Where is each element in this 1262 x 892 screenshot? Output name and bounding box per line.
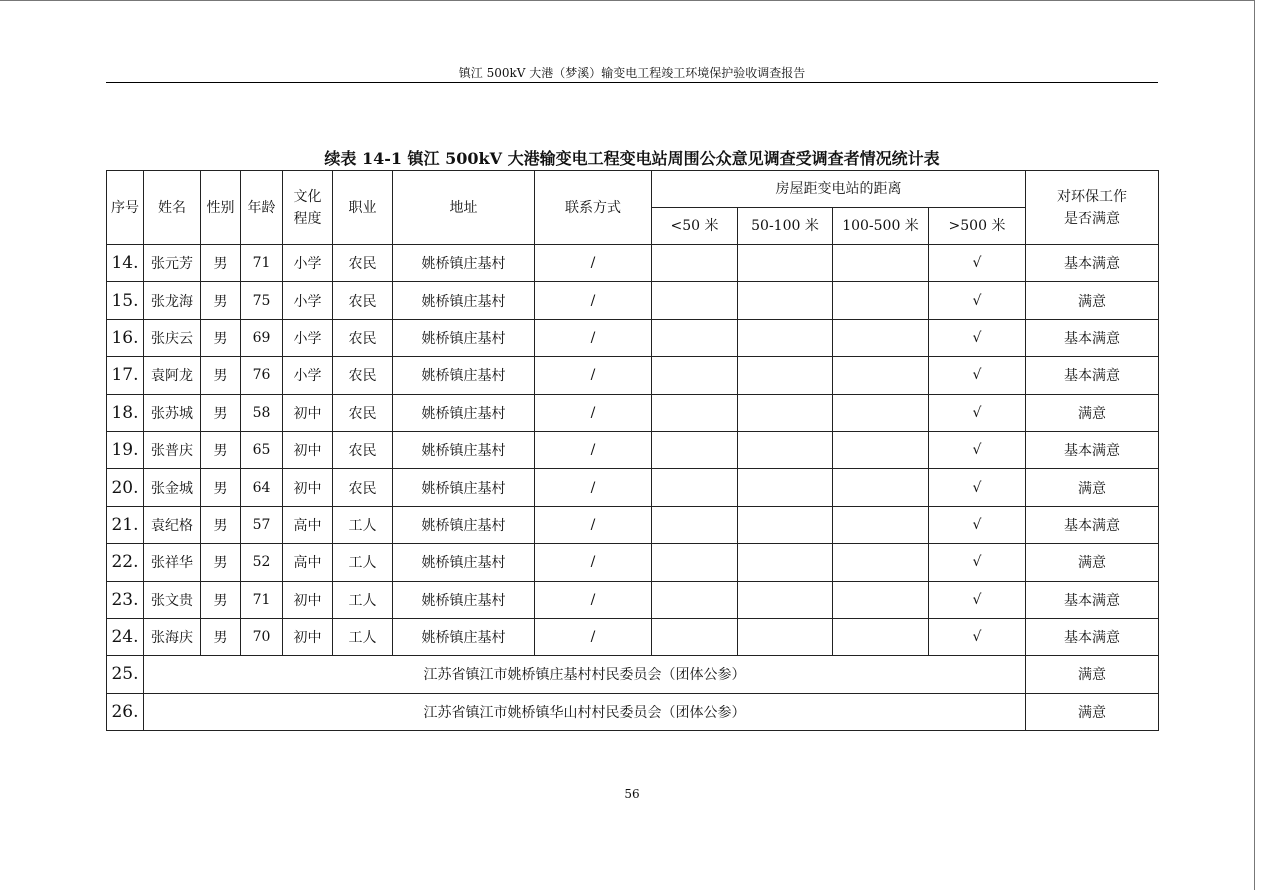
header-dist-50-100: 50-100 米 [738, 208, 833, 245]
cell-name: 袁纪格 [144, 506, 201, 543]
cell-occupation: 农民 [333, 394, 393, 431]
cell-dist-gt500: √ [929, 431, 1026, 468]
header-seq: 序号 [107, 171, 144, 245]
cell-seq: 16. [107, 319, 144, 356]
cell-satisfaction: 基本满意 [1026, 319, 1159, 356]
cell-occupation: 农民 [333, 357, 393, 394]
header-address: 地址 [393, 171, 535, 245]
cell-dist-100-500 [833, 282, 929, 319]
cell-dist-gt500: √ [929, 506, 1026, 543]
cell-group-description: 江苏省镇江市姚桥镇华山村村民委员会（团体公参） [144, 693, 1026, 730]
cell-dist-100-500 [833, 431, 929, 468]
cell-education: 初中 [283, 469, 333, 506]
cell-dist-100-500 [833, 394, 929, 431]
cell-occupation: 农民 [333, 319, 393, 356]
cell-satisfaction: 满意 [1026, 394, 1159, 431]
cell-seq: 18. [107, 394, 144, 431]
header-satisfaction-line1: 对环保工作 [1057, 188, 1127, 205]
cell-gender: 男 [201, 431, 241, 468]
cell-address: 姚桥镇庄基村 [393, 319, 535, 356]
cell-dist-50-100 [738, 245, 833, 282]
cell-gender: 男 [201, 544, 241, 581]
cell-seq: 24. [107, 618, 144, 655]
cell-contact: / [535, 245, 652, 282]
cell-name: 张海庆 [144, 618, 201, 655]
cell-address: 姚桥镇庄基村 [393, 394, 535, 431]
cell-occupation: 农民 [333, 282, 393, 319]
cell-dist-gt500: √ [929, 282, 1026, 319]
cell-contact: / [535, 357, 652, 394]
header-distance-group: 房屋距变电站的距离 [652, 171, 1026, 208]
table-row [107, 282, 1159, 319]
cell-dist-lt50 [652, 357, 738, 394]
table-row [107, 506, 1159, 543]
cell-dist-100-500 [833, 245, 929, 282]
cell-dist-50-100 [738, 544, 833, 581]
cell-education: 小学 [283, 245, 333, 282]
cell-seq: 21. [107, 506, 144, 543]
header-gender: 性别 [201, 171, 241, 245]
cell-dist-100-500 [833, 544, 929, 581]
cell-address: 姚桥镇庄基村 [393, 506, 535, 543]
cell-dist-50-100 [738, 469, 833, 506]
cell-dist-50-100 [738, 319, 833, 356]
cell-contact: / [535, 581, 652, 618]
cell-gender: 男 [201, 357, 241, 394]
cell-dist-lt50 [652, 282, 738, 319]
table-row [107, 618, 1159, 655]
cell-age: 65 [241, 431, 283, 468]
cell-address: 姚桥镇庄基村 [393, 431, 535, 468]
cell-address: 姚桥镇庄基村 [393, 357, 535, 394]
cell-occupation: 农民 [333, 469, 393, 506]
cell-dist-lt50 [652, 506, 738, 543]
cell-dist-50-100 [738, 394, 833, 431]
survey-table [106, 170, 1159, 731]
header-occupation: 职业 [333, 171, 393, 245]
cell-contact: / [535, 431, 652, 468]
cell-education: 小学 [283, 357, 333, 394]
cell-dist-50-100 [738, 581, 833, 618]
cell-address: 姚桥镇庄基村 [393, 245, 535, 282]
cell-name: 张元芳 [144, 245, 201, 282]
header-satisfaction-line2: 是否满意 [1064, 210, 1120, 227]
header-dist-gt500: >500 米 [929, 208, 1026, 245]
cell-seq: 17. [107, 357, 144, 394]
cell-name: 张文贵 [144, 581, 201, 618]
running-header: 镇江 500kV 大港（梦溪）输变电工程竣工环境保护验收调查报告 [458, 66, 806, 80]
cell-education: 高中 [283, 506, 333, 543]
cell-age: 71 [241, 245, 283, 282]
table-row [107, 357, 1159, 394]
cell-name: 张龙海 [144, 282, 201, 319]
cell-gender: 男 [201, 469, 241, 506]
cell-education: 小学 [283, 282, 333, 319]
cell-address: 姚桥镇庄基村 [393, 282, 535, 319]
cell-education: 初中 [283, 431, 333, 468]
cell-age: 71 [241, 581, 283, 618]
header-name: 姓名 [144, 171, 201, 245]
table-body [107, 245, 1159, 731]
cell-name: 张苏城 [144, 394, 201, 431]
cell-age: 69 [241, 319, 283, 356]
cell-seq: 19. [107, 431, 144, 468]
cell-dist-100-500 [833, 618, 929, 655]
cell-dist-50-100 [738, 431, 833, 468]
cell-education: 高中 [283, 544, 333, 581]
cell-dist-gt500: √ [929, 245, 1026, 282]
cell-dist-100-500 [833, 319, 929, 356]
cell-dist-100-500 [833, 506, 929, 543]
cell-occupation: 工人 [333, 506, 393, 543]
cell-contact: / [535, 319, 652, 356]
header-rule [106, 82, 1158, 83]
cell-dist-100-500 [833, 469, 929, 506]
cell-education: 小学 [283, 319, 333, 356]
cell-satisfaction: 满意 [1026, 656, 1159, 693]
cell-dist-lt50 [652, 581, 738, 618]
cell-dist-gt500: √ [929, 319, 1026, 356]
cell-gender: 男 [201, 618, 241, 655]
cell-occupation: 农民 [333, 245, 393, 282]
cell-seq: 25. [107, 656, 144, 693]
cell-dist-lt50 [652, 245, 738, 282]
header-education-line2: 程度 [293, 210, 322, 227]
cell-satisfaction: 满意 [1026, 693, 1159, 730]
header-education [283, 171, 333, 245]
group-row [107, 656, 1159, 693]
cell-gender: 男 [201, 394, 241, 431]
cell-dist-50-100 [738, 506, 833, 543]
cell-dist-lt50 [652, 544, 738, 581]
group-row [107, 693, 1159, 730]
header-dist-100-500: 100-500 米 [833, 208, 929, 245]
cell-dist-50-100 [738, 282, 833, 319]
cell-satisfaction: 基本满意 [1026, 245, 1159, 282]
header-row-1 [107, 171, 1159, 208]
cell-dist-lt50 [652, 469, 738, 506]
table-row [107, 431, 1159, 468]
header-contact: 联系方式 [535, 171, 652, 245]
table-title: 续表 14-1 镇江 500kV 大港输变电工程变电站周围公众意见调查受调查者情况统计表 [324, 149, 940, 168]
cell-dist-100-500 [833, 357, 929, 394]
cell-seq: 20. [107, 469, 144, 506]
cell-seq: 26. [107, 693, 144, 730]
cell-address: 姚桥镇庄基村 [393, 581, 535, 618]
cell-dist-100-500 [833, 581, 929, 618]
cell-gender: 男 [201, 245, 241, 282]
table-row [107, 394, 1159, 431]
table-row [107, 245, 1159, 282]
cell-name: 张庆云 [144, 319, 201, 356]
cell-contact: / [535, 544, 652, 581]
cell-gender: 男 [201, 581, 241, 618]
table-row [107, 469, 1159, 506]
cell-contact: / [535, 282, 652, 319]
cell-address: 姚桥镇庄基村 [393, 544, 535, 581]
cell-dist-gt500: √ [929, 394, 1026, 431]
cell-age: 64 [241, 469, 283, 506]
page-number: 56 [624, 787, 640, 801]
cell-seq: 14. [107, 245, 144, 282]
cell-occupation: 工人 [333, 618, 393, 655]
cell-gender: 男 [201, 282, 241, 319]
header-age: 年龄 [241, 171, 283, 245]
cell-satisfaction: 基本满意 [1026, 357, 1159, 394]
cell-dist-gt500: √ [929, 581, 1026, 618]
cell-dist-gt500: √ [929, 544, 1026, 581]
cell-dist-lt50 [652, 394, 738, 431]
cell-age: 76 [241, 357, 283, 394]
cell-dist-lt50 [652, 618, 738, 655]
cell-dist-gt500: √ [929, 469, 1026, 506]
cell-satisfaction: 满意 [1026, 544, 1159, 581]
cell-occupation: 农民 [333, 431, 393, 468]
cell-address: 姚桥镇庄基村 [393, 469, 535, 506]
cell-seq: 23. [107, 581, 144, 618]
header-dist-lt50: <50 米 [652, 208, 738, 245]
cell-age: 58 [241, 394, 283, 431]
cell-name: 张金城 [144, 469, 201, 506]
cell-education: 初中 [283, 581, 333, 618]
table-row [107, 319, 1159, 356]
cell-age: 57 [241, 506, 283, 543]
cell-age: 70 [241, 618, 283, 655]
cell-address: 姚桥镇庄基村 [393, 618, 535, 655]
cell-satisfaction: 基本满意 [1026, 618, 1159, 655]
cell-satisfaction: 满意 [1026, 282, 1159, 319]
cell-education: 初中 [283, 618, 333, 655]
cell-contact: / [535, 394, 652, 431]
cell-satisfaction: 基本满意 [1026, 506, 1159, 543]
cell-dist-lt50 [652, 431, 738, 468]
cell-name: 张祥华 [144, 544, 201, 581]
cell-contact: / [535, 469, 652, 506]
cell-dist-gt500: √ [929, 357, 1026, 394]
cell-dist-gt500: √ [929, 618, 1026, 655]
cell-contact: / [535, 506, 652, 543]
cell-age: 75 [241, 282, 283, 319]
cell-dist-50-100 [738, 618, 833, 655]
cell-gender: 男 [201, 319, 241, 356]
cell-name: 张普庆 [144, 431, 201, 468]
header-education-line1: 文化 [293, 188, 322, 205]
cell-seq: 22. [107, 544, 144, 581]
cell-group-description: 江苏省镇江市姚桥镇庄基村村民委员会（团体公参） [144, 656, 1026, 693]
cell-satisfaction: 基本满意 [1026, 581, 1159, 618]
cell-occupation: 工人 [333, 581, 393, 618]
cell-satisfaction: 基本满意 [1026, 431, 1159, 468]
cell-contact: / [535, 618, 652, 655]
header-satisfaction [1026, 171, 1159, 245]
cell-satisfaction: 满意 [1026, 469, 1159, 506]
table-row [107, 581, 1159, 618]
cell-seq: 15. [107, 282, 144, 319]
cell-dist-50-100 [738, 357, 833, 394]
cell-dist-lt50 [652, 319, 738, 356]
cell-education: 初中 [283, 394, 333, 431]
cell-name: 袁阿龙 [144, 357, 201, 394]
cell-age: 52 [241, 544, 283, 581]
cell-gender: 男 [201, 506, 241, 543]
table-row [107, 544, 1159, 581]
cell-occupation: 工人 [333, 544, 393, 581]
